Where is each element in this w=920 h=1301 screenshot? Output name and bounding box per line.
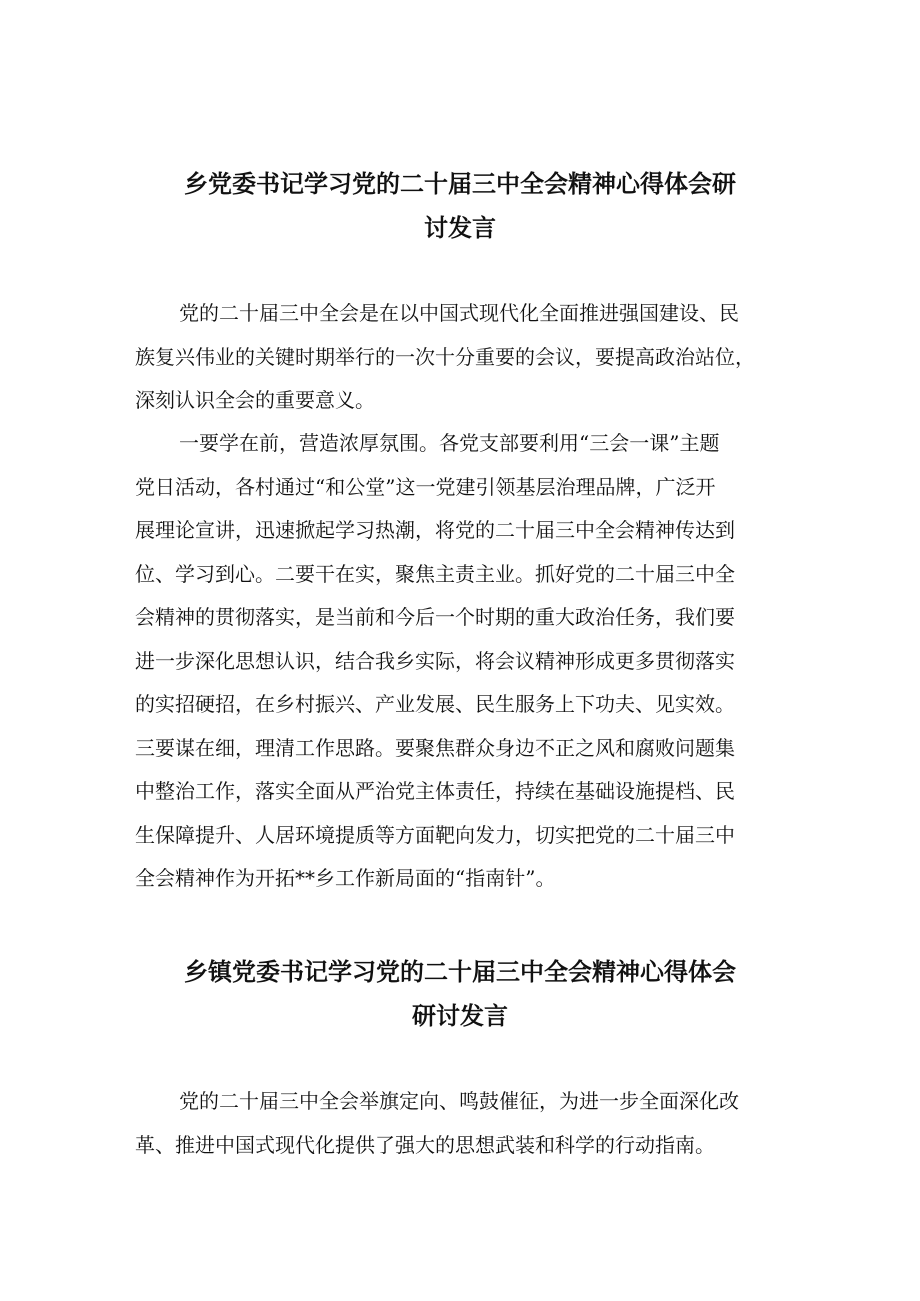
paragraph-line: 会精神的贯彻落实，是当前和今后一个时期的重大政治任务，我们要 [135,605,735,629]
paragraph-line: 族复兴伟业的关键时期举行的一次十分重要的会议，要提高政治站位， [135,344,755,369]
paragraph-line: 深刻认识全会的重要意义。 [135,388,375,412]
article-2-title-line: 研讨发言 [412,1002,508,1030]
article-1-title-line: 乡党委书记学习党的二十届三中全会精神心得体会研 [184,170,736,198]
paragraph-line: 三要谋在细，理清工作思路。要聚焦群众身边不正之风和腐败问题集 [135,735,735,760]
article-1-paragraph-2 [135,422,791,901]
article-2-title [130,950,790,1038]
paragraph-line: 革、推进中国式现代化提供了强大的思想武装和科学的行动指南。 [135,1132,715,1157]
paragraph-line: 展理论宣讲，迅速掀起学习热潮，将党的二十届三中全会精神传达到 [135,518,735,542]
paragraph-line: 一要学在前，营造浓厚氛围。各党支部要利用“三会一课”主题 [179,431,720,455]
article-1-paragraph-1 [135,292,791,423]
article-1-title-line: 讨发言 [424,214,496,242]
paragraph-line: 党日活动，各村通过“和公堂”这一党建引领基层治理品牌，广泛开 [135,474,716,499]
paragraph-line: 中整治工作，落实全面从严治党主体责任，持续在基础设施提档、民 [135,779,735,803]
paragraph-line: 党的二十届三中全会举旗定向、鸣鼓催征，为进一步全面深化改 [179,1089,739,1113]
paragraph-line: 生保障提升、人居环境提质等方面靶向发力，切实把党的二十届三中 [135,822,735,847]
article-2-title-line: 乡镇党委书记学习党的二十届三中全会精神心得体会 [184,958,736,986]
paragraph-line: 进一步深化思想认识，结合我乡实际，将会议精神形成更多贯彻落实 [135,648,735,673]
paragraph-line: 党的二十届三中全会是在以中国式现代化全面推进强国建设、民 [179,301,739,325]
paragraph-line: 位、学习到心。二要干在实，聚焦主责主业。抓好党的二十届三中全 [135,561,735,586]
article-1-title [130,162,790,250]
paragraph-line: 的实招硬招，在乡村振兴、产业发展、民生服务上下功夫、见实效。 [135,692,735,716]
paragraph-line: 全会精神作为开拓**乡工作新局面的“指南针”。 [135,866,556,890]
article-2-paragraph-1 [135,1080,791,1167]
